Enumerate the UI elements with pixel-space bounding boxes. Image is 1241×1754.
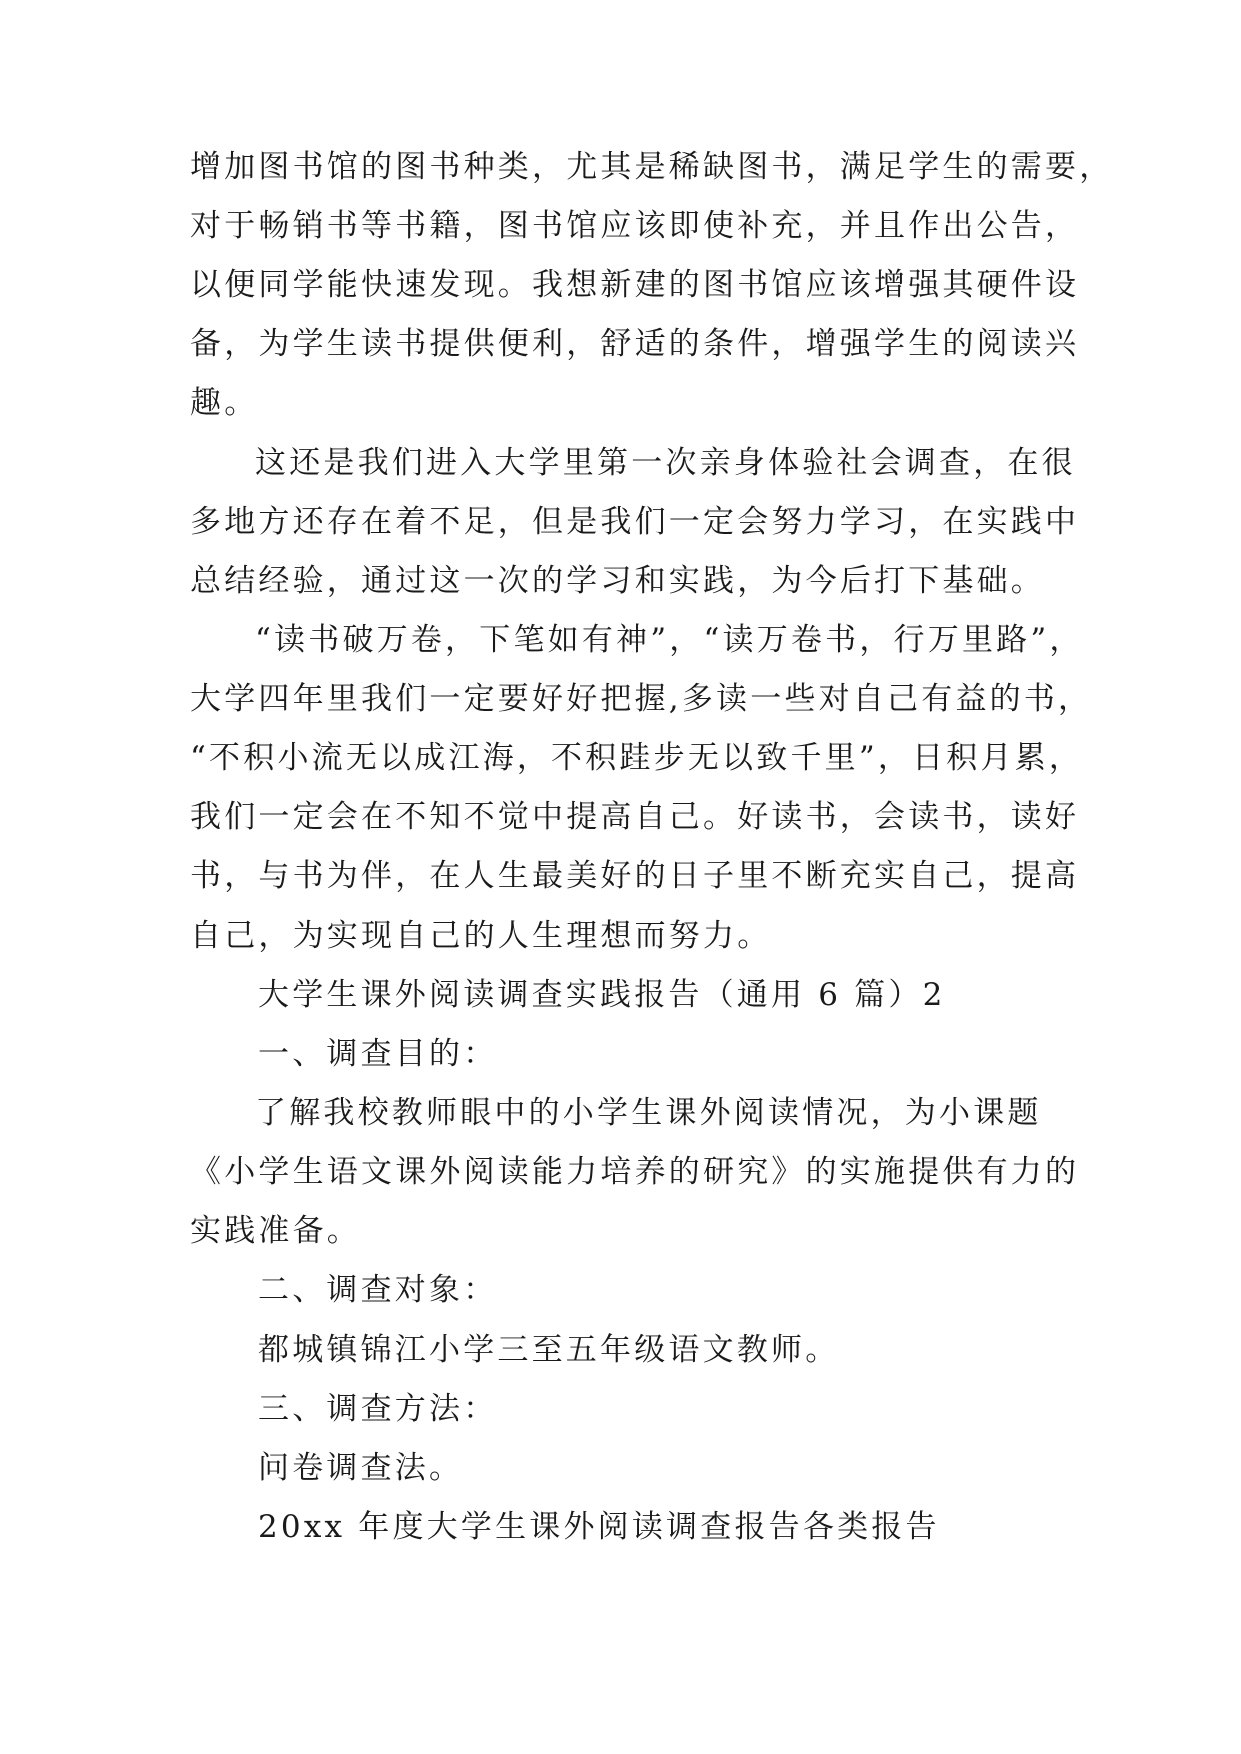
paragraph-line: 《小学生语文课外阅读能力培养的研究》的实施提供有力的 [190,1154,1080,1190]
section-title: 大学生课外阅读调查实践报告（通用 6 篇）2 [258,977,946,1013]
paragraph-line: 备，为学生读书提供便利，舒适的条件，增强学生的阅读兴 [190,326,1080,362]
paragraph-line: 趣。 [190,385,259,421]
paragraph-line: “不积小流无以成江海，不积跬步无以致千里”，日积月累， [190,740,1084,776]
paragraph-line: 了解我校教师眼中的小学生课外阅读情况，为小课题 [255,1095,1042,1131]
paragraph-line: 书，与书为伴，在人生最美好的日子里不断充实自己，提高 [190,858,1080,894]
section-heading: 一、调查目的： [258,1036,498,1072]
paragraph-line: 以便同学能快速发现。我想新建的图书馆应该增强其硬件设 [190,267,1080,303]
section-heading: 二、调查对象： [258,1272,498,1308]
paragraph-line: 问卷调查法。 [258,1450,464,1486]
paragraph-line: 多地方还存在着不足，但是我们一定会努力学习，在实践中 [190,504,1080,540]
paragraph-line: 这还是我们进入大学里第一次亲身体验社会调查，在很 [255,445,1076,481]
section-heading: 三、调查方法： [258,1391,498,1427]
paragraph-line: 实践准备。 [190,1213,361,1249]
paragraph-line: 总结经验，通过这一次的学习和实践，为今后打下基础。 [190,563,1045,599]
paragraph-line: 大学四年里我们一定要好好把握,多读一些对自己有益的书， [190,681,1093,717]
paragraph-line: “读书破万卷，下笔如有神”，“读万卷书，行万里路”， [255,622,1084,658]
paragraph-line: 都城镇锦江小学三至五年级语文教师。 [258,1332,840,1368]
paragraph-line: 增加图书馆的图书种类，尤其是稀缺图书，满足学生的需要， [190,149,1114,185]
paragraph-line: 对于畅销书等书籍，图书馆应该即使补充，并且作出公告， [190,208,1080,244]
section-title: 20xx 年度大学生课外阅读调查报告各类报告 [258,1509,940,1545]
paragraph-line: 我们一定会在不知不觉中提高自己。好读书，会读书，读好 [190,799,1080,835]
paragraph-line: 自己，为实现自己的人生理想而努力。 [190,918,772,954]
